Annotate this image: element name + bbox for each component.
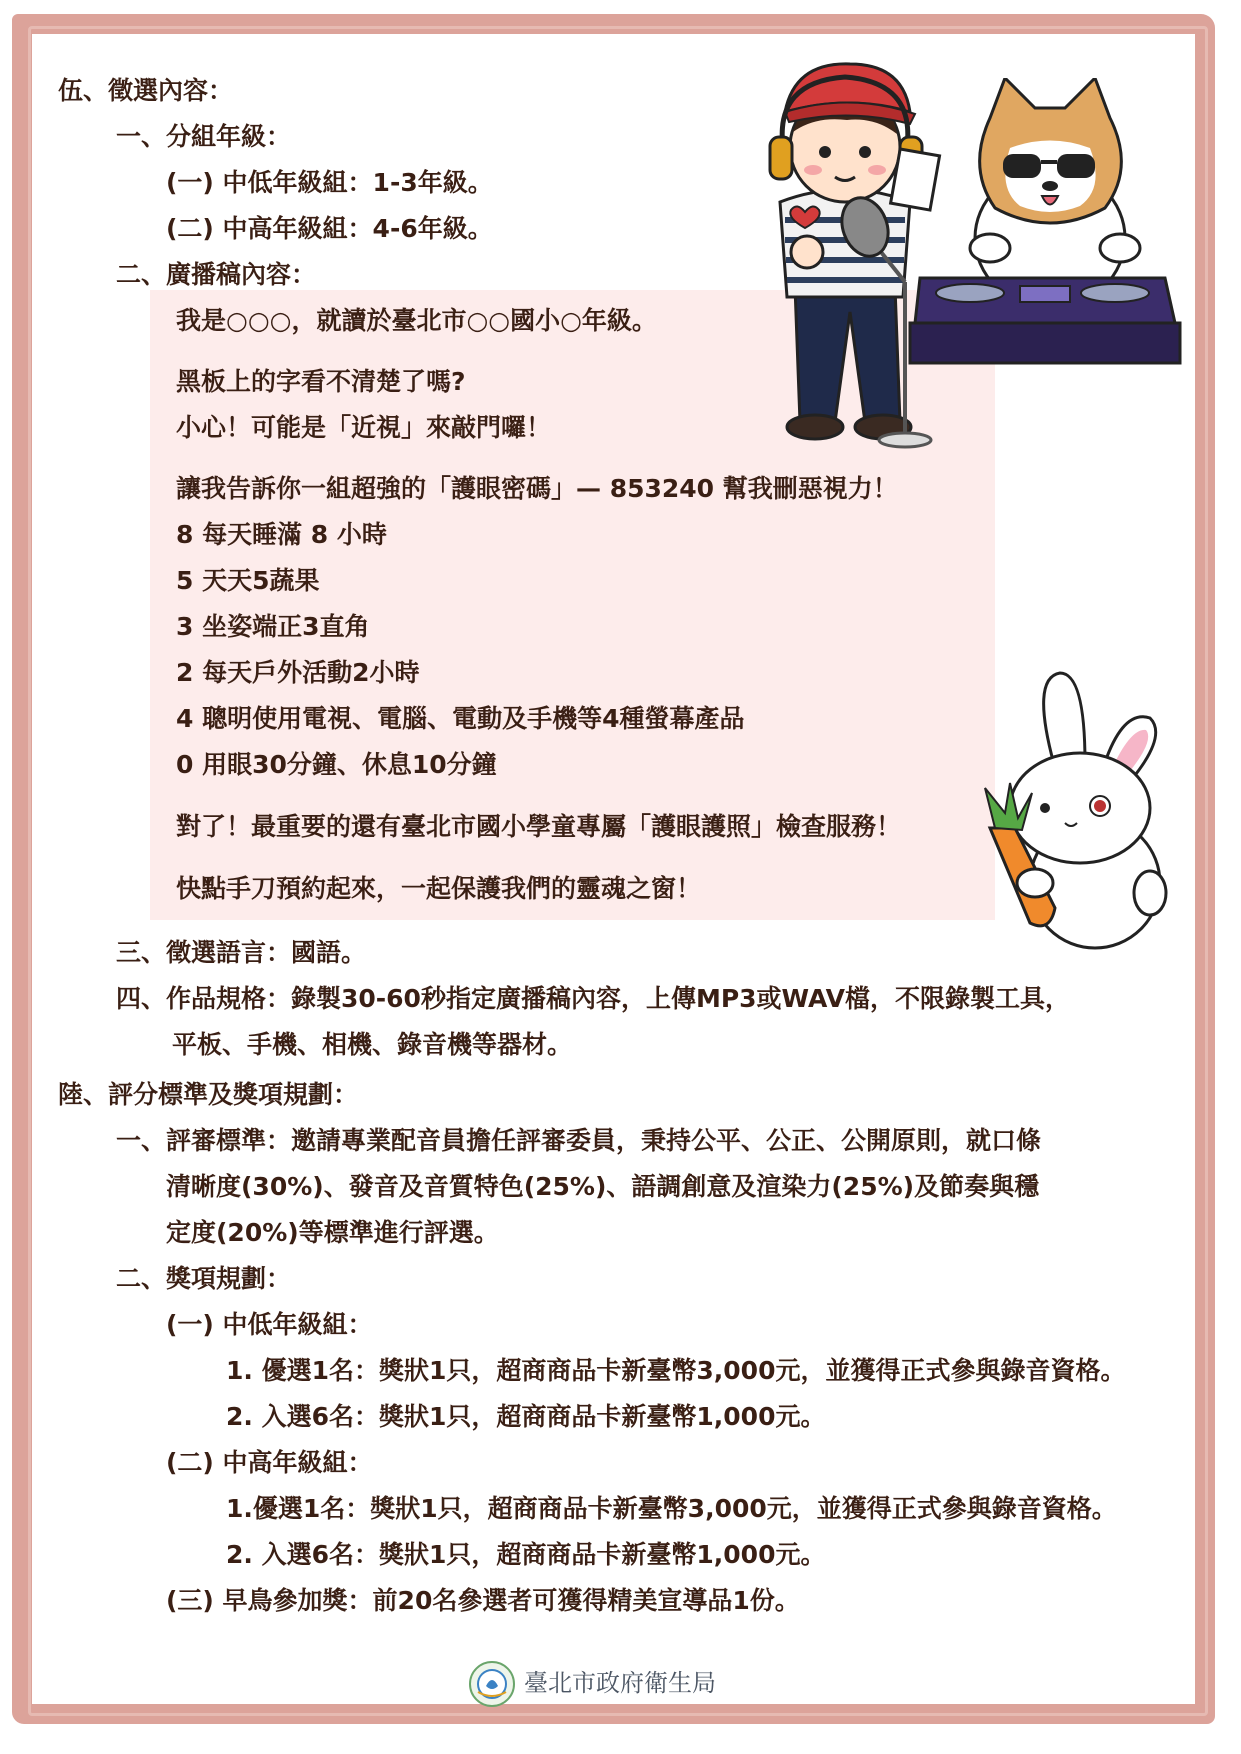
shiba-dj-illustration: [905, 78, 1190, 368]
script-line: 快點手刀預約起來，一起保護我們的靈魂之窗！: [176, 874, 702, 903]
section-6-title: 陸、評分標準及獎項規劃：: [58, 1080, 359, 1109]
award-early-bird: (三) 早鳥參加獎：前20名參選者可獲得精美宣導品1份。: [166, 1586, 800, 1615]
award-low-2: 2. 入選6名：獎狀1只，超商商品卡新臺幣1,000元。: [226, 1402, 826, 1431]
grade-low: (一) 中低年級組：1-3年級。: [166, 168, 493, 197]
script-line: 我是○○○，就讀於臺北市○○國小○年級。: [176, 306, 657, 335]
language-line: 三、徵選語言：國語。: [116, 938, 367, 967]
script-line: 4 聰明使用電視、電腦、電動及手機等4種螢幕產品: [176, 704, 745, 733]
award-high-1: 1.優選1名：獎狀1只，超商商品卡新臺幣3,000元，並獲得正式參與錄音資格。: [226, 1494, 1117, 1523]
criteria-line-2: 清晰度(30%)、發音及音質特色(25%)、語調創意及渲染力(25%)及節奏與穩: [166, 1172, 1040, 1201]
script-line: 小心！可能是「近視」來敲門囉！: [176, 413, 552, 442]
footer-organization-name: 臺北市政府衛生局: [524, 1669, 716, 1697]
health-department-logo-icon: [468, 1660, 516, 1708]
criteria-line-3: 定度(20%)等標準進行評選。: [166, 1218, 499, 1247]
grade-high: (二) 中高年級組：4-6年級。: [166, 214, 493, 243]
script-line: 3 坐姿端正3直角: [176, 612, 370, 641]
script-line: 5 天天5蔬果: [176, 566, 320, 595]
rabbit-carrot-illustration: [970, 668, 1180, 958]
criteria-line-1: 一、評審標準：邀請專業配音員擔任評審委員，秉持公平、公正、公開原則，就口條: [116, 1126, 1042, 1155]
script-line: 黑板上的字看不清楚了嗎?: [176, 367, 466, 396]
script-line: 對了！最重要的還有臺北市國小學童專屬「護眼護照」檢查服務！: [176, 812, 902, 841]
script-line: 8 每天睡滿 8 小時: [176, 520, 387, 549]
script-heading: 二、廣播稿內容：: [116, 260, 317, 289]
script-line: 讓我告訴你一組超強的「護眼密碼」— 853240 幫我刪惡視力！: [176, 474, 898, 503]
section-5-title: 伍、徵選內容：: [58, 76, 234, 105]
award-low-1: 1. 優選1名：獎狀1只，超商商品卡新臺幣3,000元，並獲得正式參與錄音資格。: [226, 1356, 1126, 1385]
award-high-2: 2. 入選6名：獎狀1只，超商商品卡新臺幣1,000元。: [226, 1540, 826, 1569]
spec-line-2: 平板、手機、相機、錄音機等器材。: [172, 1030, 573, 1059]
award-group-low: (一) 中低年級組：: [166, 1310, 373, 1339]
script-line: 0 用眼30分鐘、休息10分鐘: [176, 750, 497, 779]
grade-heading: 一、分組年級：: [116, 122, 292, 151]
script-line: 2 每天戶外活動2小時: [176, 658, 420, 687]
spec-line-1: 四、作品規格：錄製30-60秒指定廣播稿內容，上傳MP3或WAV檔，不限錄製工具，: [116, 984, 1071, 1013]
award-heading: 二、獎項規劃：: [116, 1264, 292, 1293]
award-group-high: (二) 中高年級組：: [166, 1448, 373, 1477]
